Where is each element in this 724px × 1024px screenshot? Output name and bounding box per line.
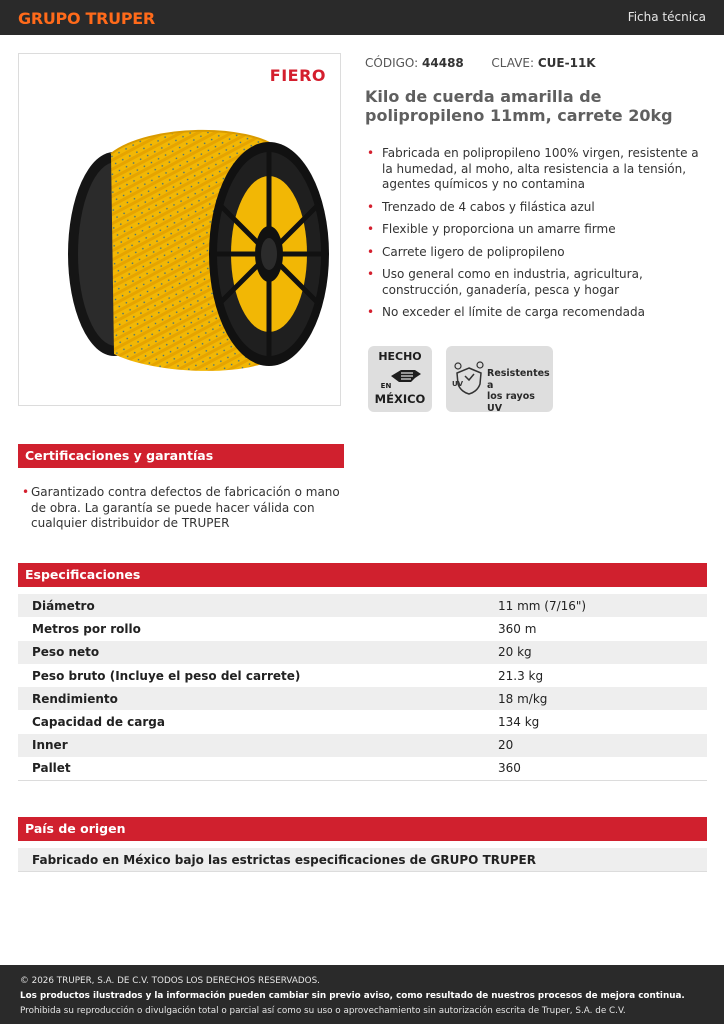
spec-value: 134 kg [498, 715, 540, 730]
feature-item: • Trenzado de 4 cabos y filástica azul [366, 200, 711, 216]
spec-label: Peso neto [32, 645, 100, 660]
certifications-text: • Garantizado contra defectos de fabricación o mano de obra. La garantía se puede hacer válida con cualquier distribuidor de TRUPER [22, 485, 342, 532]
specifications-header: Especificaciones [18, 563, 707, 587]
spec-value: 360 m [498, 621, 537, 636]
origin-text: Fabricado en México bajo las estrictas especificaciones de GRUPO TRUPER [18, 848, 707, 872]
badge-mx-line1: HECHO [378, 350, 422, 363]
feature-item: • Flexible y proporciona un amarre firme [366, 222, 711, 238]
table-row [18, 757, 707, 780]
codigo-label: CÓDIGO: [365, 56, 419, 70]
spec-label: Pallet [32, 761, 71, 776]
specifications-table [18, 594, 707, 781]
spec-label: Peso bruto (Incluye el peso del carrete) [32, 668, 301, 683]
spec-value: 20 kg [498, 645, 532, 660]
footer-legal: Prohibida su reproducción o divulgación total o parcial así como su uso o aprovechamiento sin autorización escrita de Truper, S.A. de C.V. [20, 1006, 626, 1016]
footer-notice: Los productos ilustrados y la información pueden cambiar sin previo aviso, como resultado de nuestros procesos de mejora continua. [20, 991, 685, 1001]
table-row [18, 664, 707, 687]
feature-list [366, 146, 711, 328]
product-image [18, 53, 341, 406]
feature-item: • Carrete ligero de polipropileno [366, 245, 711, 261]
product-title: Kilo de cuerda amarilla de polipropileno 11mm, carrete 20kg [365, 87, 673, 125]
fiero-logo: FIERO [269, 66, 326, 85]
table-row [18, 617, 707, 640]
certifications-header: Certificaciones y garantías [18, 444, 344, 468]
feature-item: • No exceder el límite de carga recomendada [366, 305, 711, 321]
svg-text:UV: UV [452, 380, 464, 388]
codigo-value: 44488 [422, 56, 464, 70]
footer-copyright: © 2026 TRUPER, S.A. DE C.V. TODOS LOS DERECHOS RESERVADOS. [20, 976, 320, 986]
hecho-en-mexico-badge [368, 346, 432, 412]
clave-value: CUE-11K [537, 56, 596, 70]
spec-label: Inner [32, 738, 68, 753]
spec-label: Metros por rollo [32, 621, 141, 636]
origin-header: País de origen [18, 817, 707, 841]
badge-mx-line3: MÉXICO [374, 392, 426, 406]
footer [0, 965, 724, 1024]
spec-value: 21.3 kg [498, 668, 544, 683]
spec-value: 11 mm (7/16") [498, 598, 587, 613]
top-bar [0, 0, 724, 35]
badge-mx-line2: EN [380, 382, 392, 390]
uv-badge-text: Resistentes a los rayos UV [487, 368, 550, 414]
uv-shield-icon [452, 360, 486, 396]
feature-item: • Fabricada en polipropileno 100% virgen, resistente a la humedad, al moho, alta resistencia a la tensión, agentes químicos y no contamina [366, 146, 711, 193]
ficha-tecnica-label: Ficha técnica [627, 10, 706, 24]
spec-value: 18 m/kg [498, 691, 548, 706]
spec-value: 20 [498, 738, 514, 753]
table-row [18, 687, 707, 710]
spec-value: 360 [498, 761, 521, 776]
spec-label: Capacidad de carga [32, 715, 165, 730]
spec-label: Diámetro [32, 598, 95, 613]
table-row [18, 641, 707, 664]
table-row [18, 710, 707, 733]
rope-spool-image [19, 54, 341, 406]
brand-logo[interactable]: GRUPO TRUPER [18, 9, 155, 28]
clave-label: CLAVE: [491, 56, 535, 70]
table-row [18, 594, 707, 617]
feature-item: • Uso general como en industria, agricultura, construcción, ganadería, pesca y hogar [366, 267, 711, 298]
uv-resistant-badge [446, 346, 553, 412]
spec-label: Rendimiento [32, 691, 118, 706]
product-codes [365, 56, 596, 70]
table-row [18, 734, 707, 757]
